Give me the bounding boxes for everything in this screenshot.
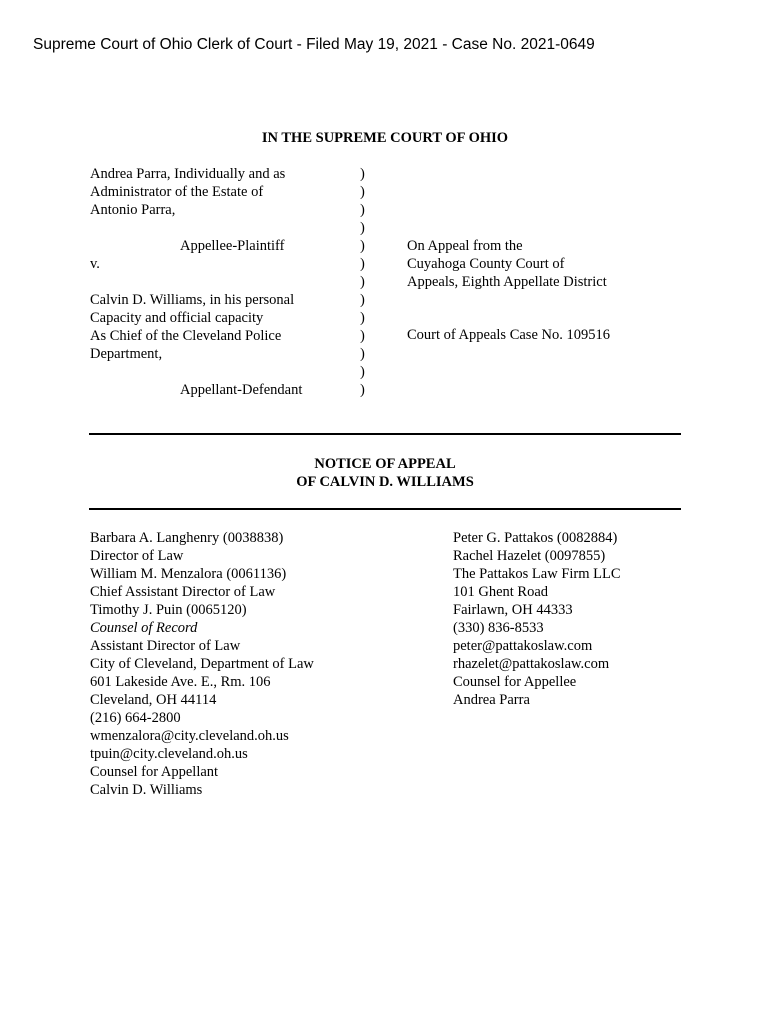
caption-paren: ) [360, 292, 365, 308]
counsel-line: The Pattakos Law Firm LLC [453, 566, 621, 582]
counsel-line: Timothy J. Puin (0065120) [90, 602, 247, 618]
case-caption-parties [90, 165, 302, 399]
counsel-phone: (216) 664-2800 [90, 710, 181, 726]
appeal-origin [407, 237, 607, 291]
caption-paren: ) [360, 256, 365, 272]
counsel-line: Director of Law [90, 548, 184, 564]
appellee-name-line: Antonio Parra, [90, 202, 176, 218]
caption-paren: ) [360, 328, 365, 344]
counsel-line: City of Cleveland, Department of Law [90, 656, 314, 672]
counsel-line: Chief Assistant Director of Law [90, 584, 276, 600]
appeal-origin-line: Appeals, Eighth Appellate District [407, 274, 607, 290]
caption-paren: ) [360, 238, 365, 254]
counsel-email: tpuin@city.cleveland.oh.us [90, 746, 248, 762]
caption-paren: ) [360, 184, 365, 200]
counsel-line: Counsel for Appellant [90, 764, 219, 780]
document-title-line: NOTICE OF APPEAL [314, 456, 456, 472]
appeal-origin-line: Cuyahoga County Court of [407, 256, 565, 272]
caption-paren: ) [360, 382, 365, 398]
court-of-appeals-case-number: Court of Appeals Case No. 109516 [407, 327, 610, 343]
appellant-name-line: Department, [90, 346, 163, 362]
counsel-line: Peter G. Pattakos (0082884) [453, 530, 618, 546]
counsel-line: Andrea Parra [453, 692, 530, 708]
counsel-of-record-label: Counsel of Record [90, 620, 198, 636]
counsel-line: Cleveland, OH 44114 [90, 692, 217, 708]
appellee-role: Appellee-Plaintiff [180, 238, 285, 254]
caption-parenthesis-column [360, 165, 365, 399]
caption-paren: ) [360, 166, 365, 182]
appellant-name-line: As Chief of the Cleveland Police [90, 328, 282, 344]
counsel-phone: (330) 836-8533 [453, 620, 544, 636]
document-title [0, 455, 770, 491]
filing-stamp: Supreme Court of Ohio Clerk of Court - Filed May 19, 2021 - Case No. 2021-0649 [33, 36, 595, 53]
caption-paren: ) [360, 202, 365, 218]
counsel-line: Barbara A. Langhenry (0038838) [90, 530, 284, 546]
divider-bottom [89, 508, 681, 510]
counsel-email: rhazelet@pattakoslaw.com [453, 656, 610, 672]
appellee-name-line: Administrator of the Estate of [90, 184, 264, 200]
counsel-email: wmenzalora@city.cleveland.oh.us [90, 728, 289, 744]
divider-top [89, 433, 681, 435]
counsel-email: peter@pattakoslaw.com [453, 638, 593, 654]
counsel-line: 601 Lakeside Ave. E., Rm. 106 [90, 674, 271, 690]
caption-paren: ) [360, 364, 365, 380]
counsel-line: Fairlawn, OH 44333 [453, 602, 573, 618]
appellant-role: Appellant-Defendant [180, 382, 303, 398]
counsel-for-appellant-block [90, 529, 314, 799]
appellee-name-line: Andrea Parra, Individually and as [90, 166, 286, 182]
court-title: IN THE SUPREME COURT OF OHIO [261, 130, 509, 146]
counsel-line: Assistant Director of Law [90, 638, 241, 654]
appeal-origin-line: On Appeal from the [407, 238, 523, 254]
counsel-line: William M. Menzalora (0061136) [90, 566, 287, 582]
caption-paren: ) [360, 274, 365, 290]
appellant-name-line: Calvin D. Williams, in his personal [90, 292, 295, 308]
counsel-line: Rachel Hazelet (0097855) [453, 548, 606, 564]
caption-paren: ) [360, 310, 365, 326]
counsel-line: Calvin D. Williams [90, 782, 203, 798]
versus-label: v. [90, 256, 100, 272]
counsel-for-appellee-block [453, 529, 621, 709]
appellant-name-line: Capacity and official capacity [90, 310, 264, 326]
document-title-line: OF CALVIN D. WILLIAMS [296, 474, 474, 490]
counsel-line: 101 Ghent Road [453, 584, 549, 600]
caption-paren: ) [360, 220, 365, 236]
caption-paren: ) [360, 346, 365, 362]
counsel-line: Counsel for Appellee [453, 674, 577, 690]
